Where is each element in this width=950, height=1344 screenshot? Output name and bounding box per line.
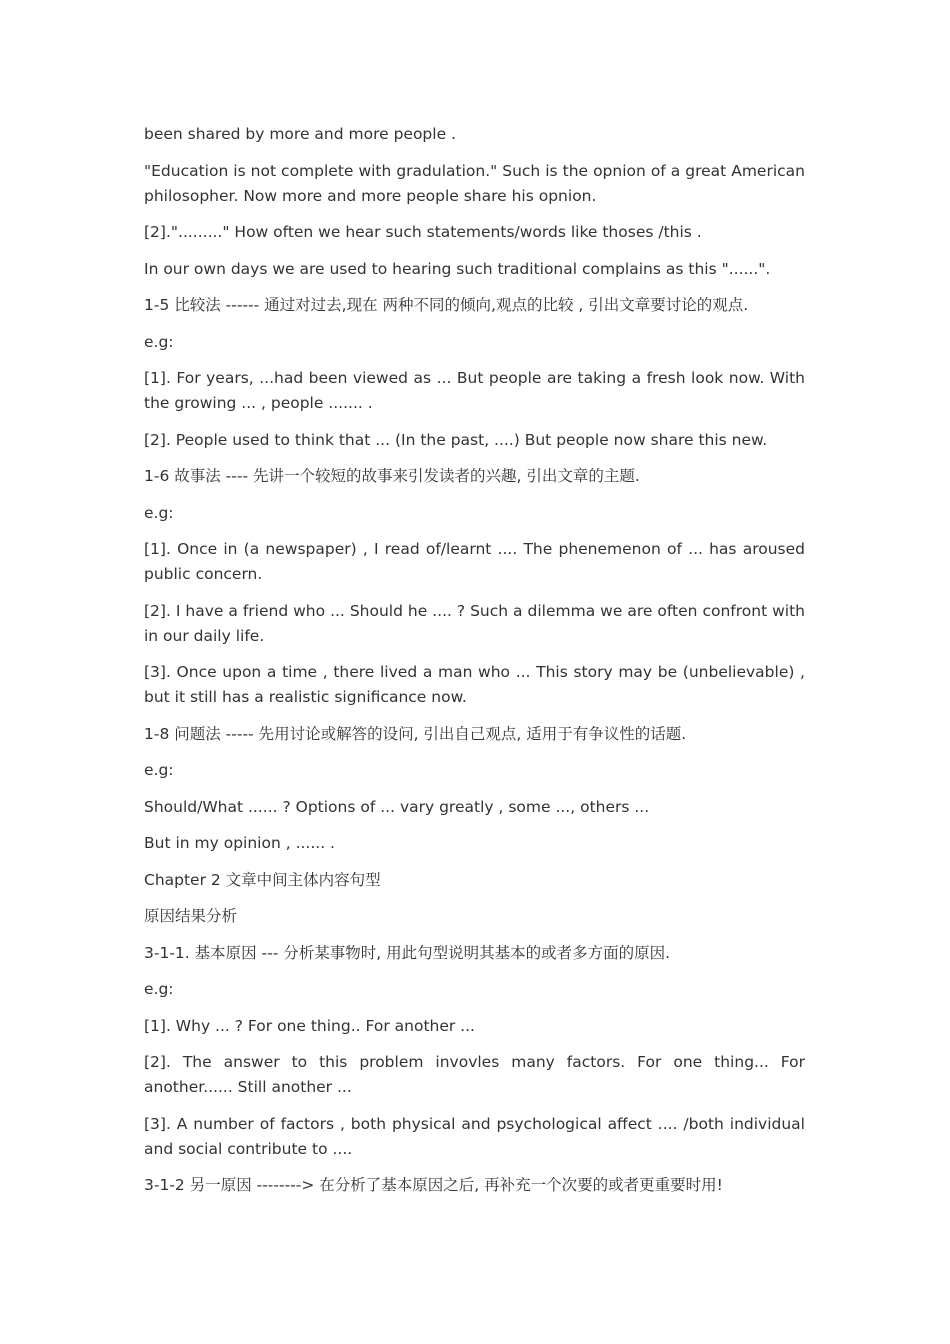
heading-3-1-2-another-reason: 3-1-2 另一原因 --------> 在分析了基本原因之后, 再补充一个次要的或者更重要时用! xyxy=(144,1176,723,1194)
paragraph-reason-example-1: [1]. Why ... ? For one thing.. For another ... xyxy=(144,1016,475,1035)
heading-1-8-question: 1-8 问题法 ----- 先用讨论或解答的设问, 引出自己观点, 适用于有争议性的话题. xyxy=(144,724,687,743)
paragraph-comparison-example-2: [2]. People used to think that ... (In the past, ....) But people now share this new. xyxy=(144,430,768,449)
eg-label: e.g: xyxy=(144,761,174,779)
paragraph-question-example-2: But in my opinion , ...... . xyxy=(144,834,335,852)
paragraph-example-2-statements: [2]."........." How often we hear such statements/words like thoses /this . xyxy=(144,223,702,241)
paragraph-story-example-3: [3]. Once upon a time , there lived a man who ... This story may be (unbelievable) , but it still has a realistic significance now. xyxy=(144,663,805,706)
paragraph-traditional-complains: In our own days we are used to hearing such traditional complains as this "......". xyxy=(144,259,771,278)
paragraph-reason-example-3: [3]. A number of factors , both physical and psychological affect .... /both individual and social contribute to .... xyxy=(144,1114,805,1158)
heading-chapter-2: Chapter 2 文章中间主体内容句型 xyxy=(144,870,381,889)
heading-3-1-1-basic-reason: 3-1-1. 基本原因 --- 分析某事物时, 用此句型说明其基本的或者多方面的原因. xyxy=(144,943,671,962)
paragraph-comparison-example-1: [1]. For years, ...had been viewed as ... But people are taking a fresh look now. With the growing ... , people ....... . xyxy=(144,369,805,412)
paragraph-story-example-2: [2]. I have a friend who ... Should he .... ? Such a dilemma we are often confront with in our daily life. xyxy=(144,601,805,645)
eg-label: e.g: xyxy=(144,332,174,351)
heading-cause-effect: 原因结果分析 xyxy=(144,907,238,925)
heading-1-6-story: 1-6 故事法 ---- 先讲一个较短的故事来引发读者的兴趣, 引出文章的主题. xyxy=(144,467,640,485)
document-page xyxy=(144,122,805,1210)
paragraph-reason-example-2: [2]. The answer to this problem invovles many factors. For one thing... For another...... Still another ... xyxy=(144,1053,805,1096)
eg-label: e.g: xyxy=(144,980,174,998)
paragraph-story-example-1: [1]. Once in (a newspaper) , I read of/learnt .... The phenemenon of ... has aroused public concern. xyxy=(144,540,805,583)
eg-label: e.g: xyxy=(144,503,174,522)
paragraph-question-example-1: Should/What ...... ? Options of ... vary greatly , some ..., others ... xyxy=(144,797,650,816)
heading-1-5-comparison: 1-5 比较法 ------ 通过对过去,现在 两种不同的倾向,观点的比较 , 引出文章要讨论的观点. xyxy=(144,296,749,314)
paragraph-continuation: been shared by more and more people . xyxy=(144,125,456,143)
paragraph-education-quote: "Education is not complete with gradulation." Such is the opnion of a great American philosopher. Now more and more people share his opnion. xyxy=(144,161,805,205)
